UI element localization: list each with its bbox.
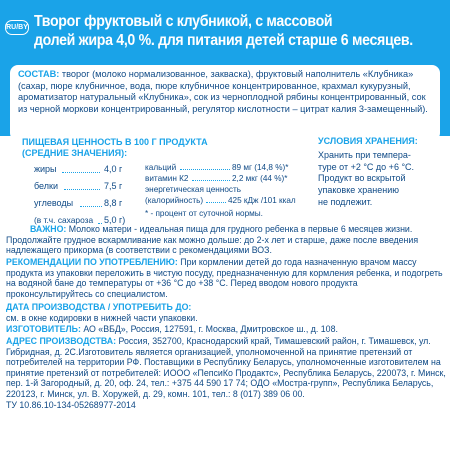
nutrition-name: витамин К2 (145, 174, 189, 183)
address-label: АДРЕС ПРОИЗВОДСТВА: (6, 336, 117, 346)
manufacturer-label: ИЗГОТОВИТЕЛЬ: (6, 324, 81, 334)
usage-label: РЕКОМЕНДАЦИИ ПО УПОТРЕБЛЕНИЮ: (6, 257, 178, 267)
address-text: Россия, 352700, Краснодарский край, Тимашевский район, г. Тимашевск, ул. Гибридная, д. 2С.Изготовитель является организацией, уполномоченной на принятие претензий от потребителей на территории РФ. Поставщики в Республику Беларусь, уполномоченные изготовителем на принятие претензий от потребителей: ИООО «ПепсиКо Продактс», Республика Беларусь, 220073, г. Минск, пер. 1-й Загородный, д. 20, оф. 24, тел.: +375 44 590 17 74; ОДО «Мострa-групп», Республика Беларусь, 220123, г. Минск, ул. В. Хоружей, д. 29, комн. 101, тел.: 8 (017) 389 06 00. (6, 336, 446, 399)
leader-dots (64, 189, 100, 190)
product-title (34, 12, 413, 50)
storage-heading: УСЛОВИЯ ХРАНЕНИЯ: (318, 136, 418, 146)
storage-line: Продукт во вскрытой (318, 173, 406, 184)
storage-line: туре от +2 °С до +6 °С. (318, 161, 415, 172)
nutrition-value: 2,2 мкг (44 %)* (232, 174, 288, 183)
product-title-line2: долей жира 4,0 %. для питания детей старше 6 месяцев. (34, 32, 413, 49)
leader-dots (192, 180, 230, 181)
nutrition-value: 4,0 г (104, 164, 123, 174)
nutrition-footnote: * - процент от суточной нормы. (145, 209, 263, 218)
nutrition-value: 5,0 г) (104, 215, 126, 225)
nutrition-name: жиры (34, 164, 57, 174)
composition-text: творог (молоко нормализованное, закваска), фруктовый наполнитель «Клубника» (сахар, пюре клубничное, вода, пюре клубничное концентрированное, крахмал кукурузный, ароматизатор натуральный «Клубника», сок из черноплодной рябины концентрированный, сок из черной моркови концентрированный, регулятор кислотности – цитрат калия 3-замещенный). (18, 69, 428, 114)
important-label: ВАЖНО: (30, 224, 67, 234)
leader-dots (80, 206, 102, 207)
nutrition-value: 8,8 г (104, 198, 123, 208)
usage-block (6, 257, 446, 299)
nutrition-heading: ПИЩЕВАЯ ЦЕННОСТЬ В 100 Г ПРОДУКТА (СРЕДНИЕ ЗНАЧЕНИЯ): (22, 137, 208, 158)
composition-panel (10, 65, 440, 141)
leader-dots (62, 172, 100, 173)
important-text: Молоко матери - идеальная пища для грудного ребенка в первые 6 месяцев жизни. Продолжайте грудное вскармливание как можно дольше: до 2-х лет и старше, даже после введения надлежащего прикорма (в соответствии с рекомендациями ВОЗ. (6, 224, 419, 256)
nutrition-name: (в т.ч. сахароза (34, 215, 94, 225)
nutrition-name: белки (34, 181, 58, 191)
storage-line: упаковке хранению (318, 185, 399, 196)
important-block (6, 224, 446, 256)
nutrition-name: (калорийность) (145, 196, 204, 205)
manufacturer-text: АО «ВБД», Россия, 127591, г. Москва, Дмитровское ш., д. 108. (83, 324, 338, 334)
product-title-line1: Творог фруктовый с клубникой, с массовой (34, 13, 333, 30)
production-text: см. в окне кодировки в нижней части упаковки. (6, 312, 198, 323)
nutrition-name: кальций (145, 163, 177, 172)
nutrition-name: энергетическая ценность (145, 185, 242, 194)
leader-dots (206, 202, 226, 203)
leader-dots (180, 169, 230, 170)
nutrition-value: 425 кДж /101 ккал (228, 196, 296, 205)
storage-line: Хранить при темпера- (318, 149, 411, 160)
nutrition-value: 7,5 г (104, 181, 123, 191)
address-block (6, 336, 446, 410)
composition-label: СОСТАВ: (18, 69, 60, 79)
manufacturer-block (6, 324, 446, 335)
storage-line: не подлежит. (318, 196, 373, 207)
tu-code: ТУ 10.86.10-134-05268977-2014 (6, 399, 136, 410)
nutrition-value: 89 мг (14,8 %)* (232, 163, 289, 172)
main-info (0, 136, 450, 450)
nutrition-name: углеводы (34, 198, 74, 208)
production-block (6, 302, 446, 323)
production-label: ДАТА ПРОИЗВОДСТВА / УПОТРЕБИТЬ ДО: (6, 302, 192, 312)
lang-badge: RU/BY (5, 20, 29, 35)
usage-text: При кормлении детей до года назначенную врачом массу продукта из упаковки переложить в чистую посуду, предназначенную для кормления ребенка, и подогреть на водяной бане до температуры от +36 °С до +38 °С. Перед вводом нового продукта проконсультируйтесь со специалистом. (6, 257, 443, 299)
storage-block (318, 136, 443, 209)
